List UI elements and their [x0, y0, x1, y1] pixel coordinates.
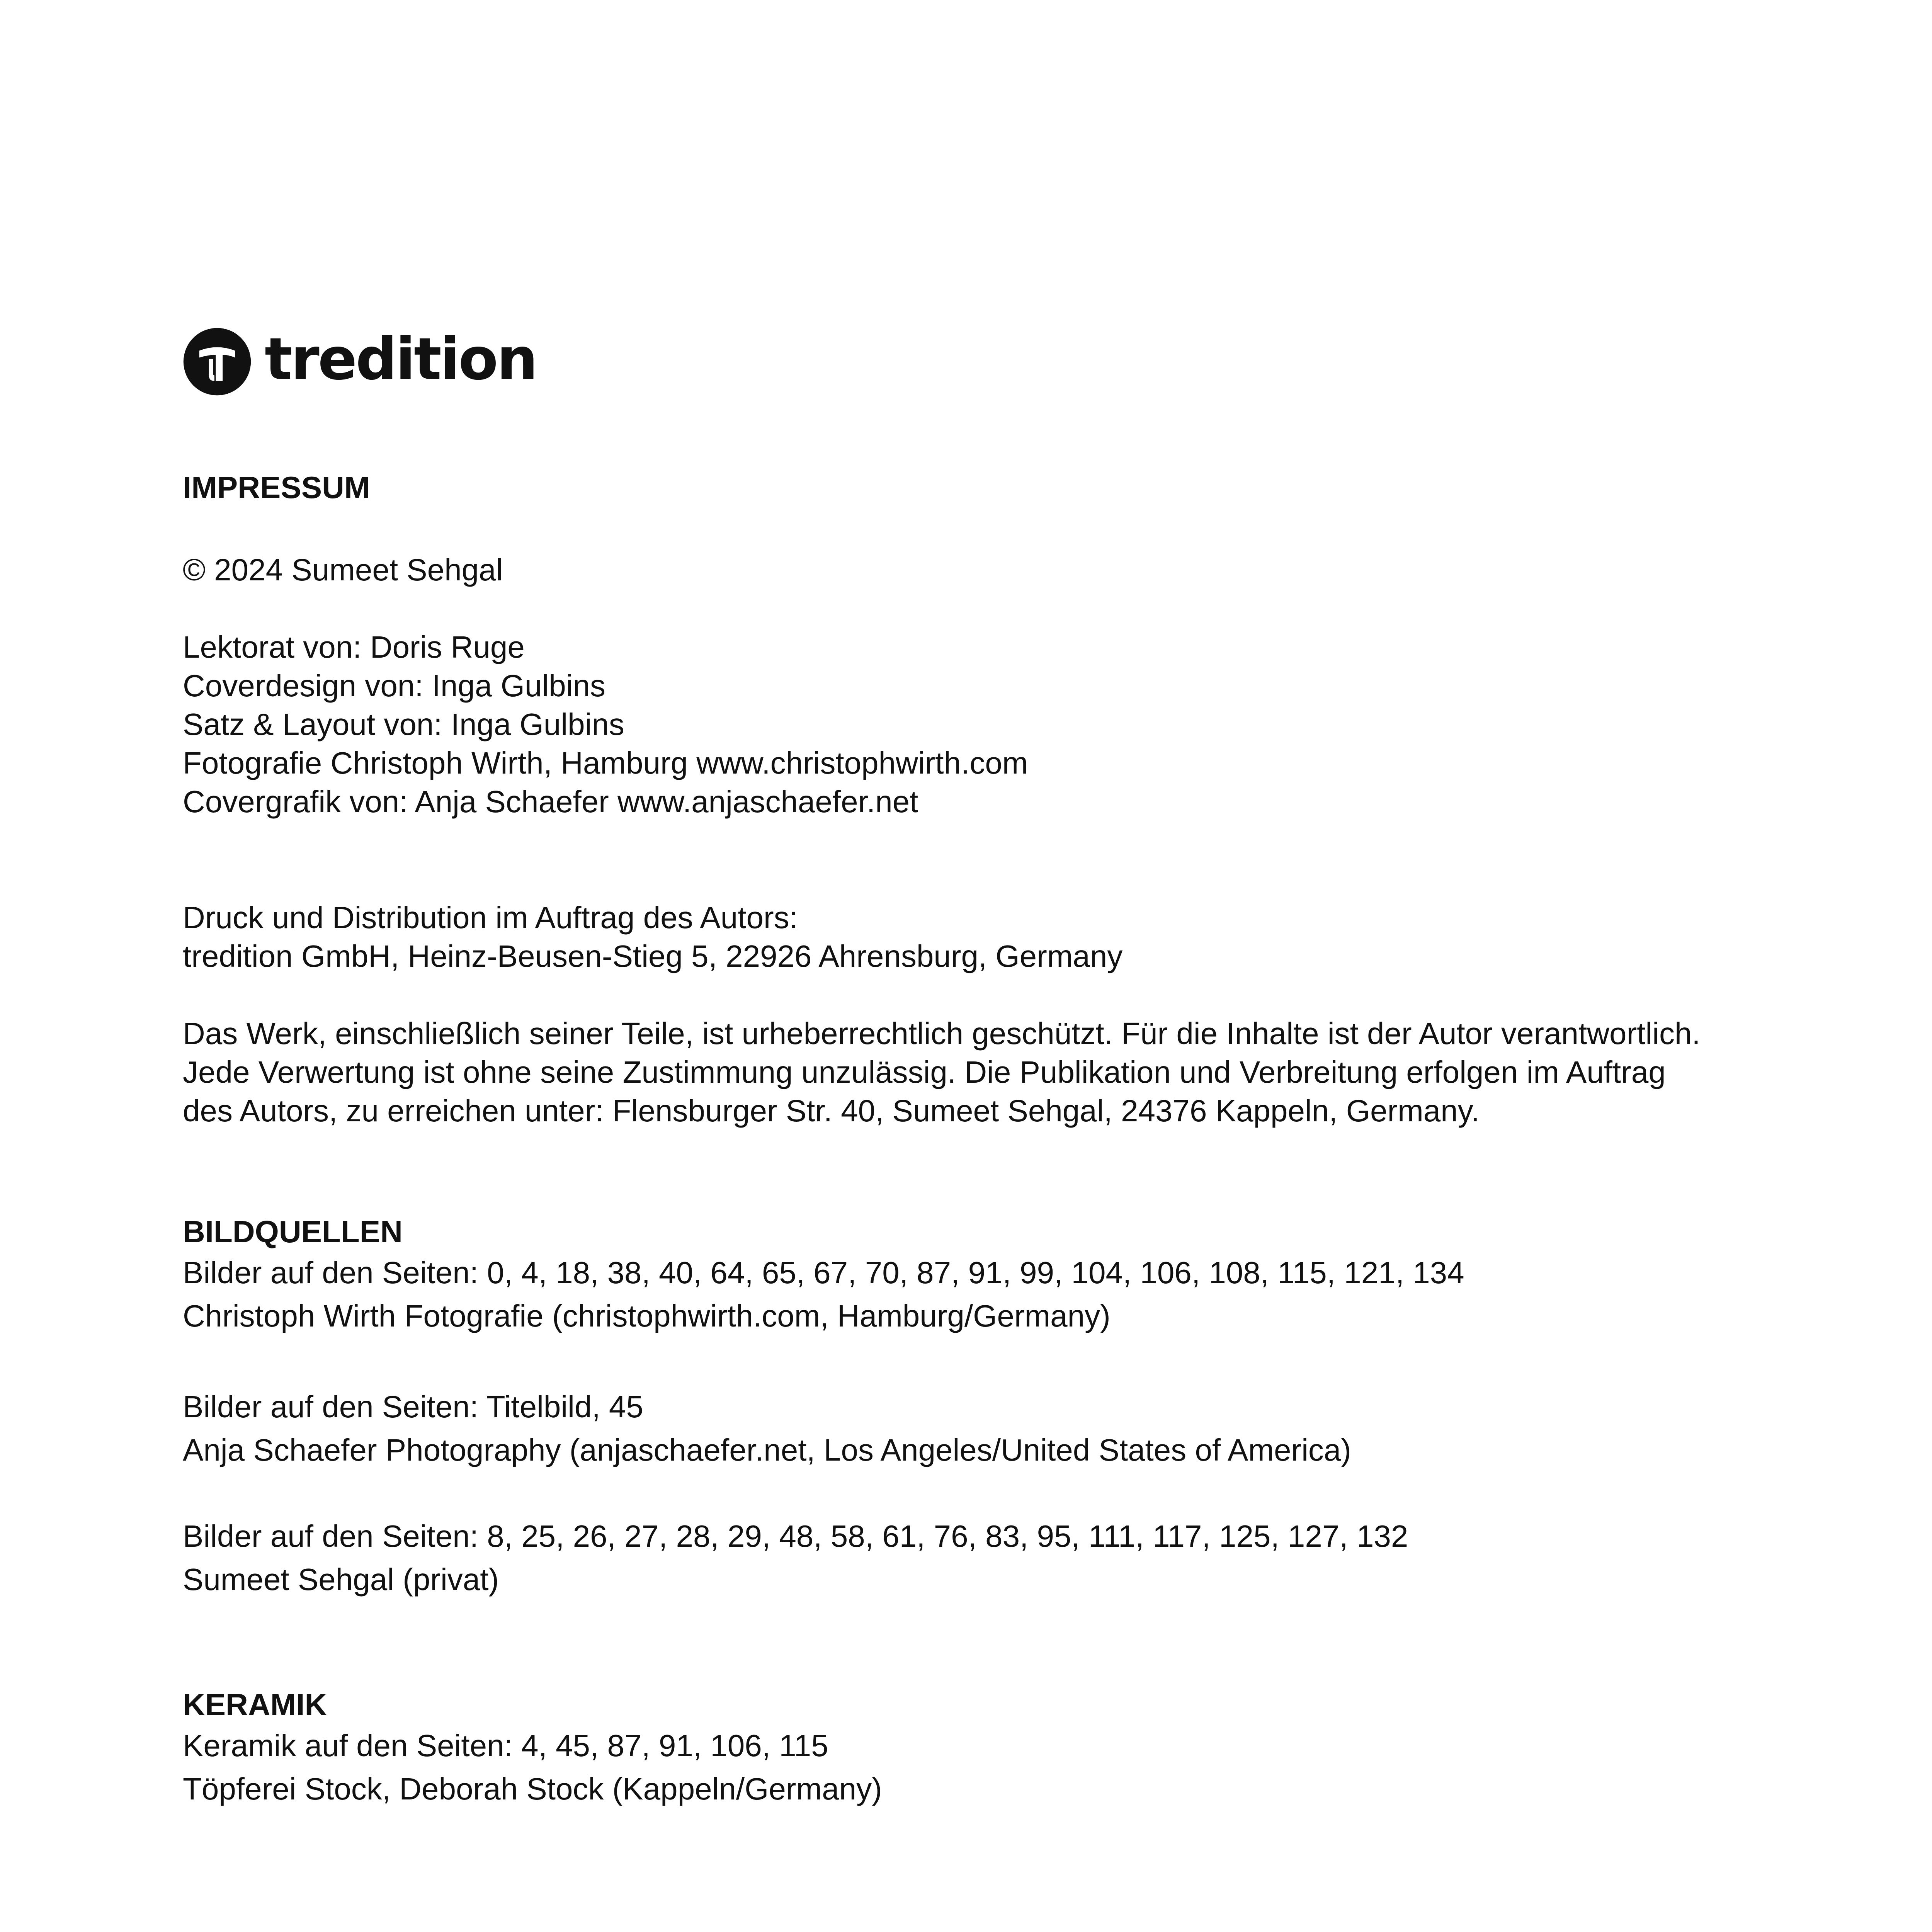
- impressum-heading: IMPRESSUM: [183, 470, 370, 505]
- credit-line: Fotografie Christoph Wirth, Hamburg www.christophwirth.com: [183, 746, 1028, 780]
- bildquellen-group: [183, 1385, 1351, 1472]
- rights-line: Jede Verwertung ist ohne seine Zustimmung unzulässig. Die Publikation und Verbreitung erfolgen im Auftrag: [183, 1055, 1666, 1089]
- distribution-line: Druck und Distribution im Auftrag des Autors:: [183, 900, 798, 935]
- image-source-line: Christoph Wirth Fotografie (christophwirth.com, Hamburg/Germany): [183, 1299, 1111, 1333]
- impressum-section: [183, 468, 370, 507]
- image-source-line: Anja Schaefer Photography (anjaschaefer.net, Los Angeles/United States of America): [183, 1433, 1352, 1467]
- rights-block: [183, 1014, 1701, 1130]
- image-pages-line: Bilder auf den Seiten: 0, 4, 18, 38, 40, 64, 65, 67, 70, 87, 91, 99, 104, 106, 108, 115, 121, 134: [183, 1255, 1464, 1290]
- copyright-line: © 2024 Sumeet Sehgal: [183, 553, 503, 587]
- credit-line: Satz & Layout von: Inga Gulbins: [183, 707, 624, 742]
- ceramic-source-line: Töpferei Stock, Deborah Stock (Kappeln/Germany): [183, 1772, 882, 1806]
- bildquellen-heading: BILDQUELLEN: [183, 1214, 403, 1249]
- ceramic-pages-line: Keramik auf den Seiten: 4, 45, 87, 91, 106, 115: [183, 1728, 828, 1763]
- distribution-line: tredition GmbH, Heinz-Beusen-Stieg 5, 22926 Ahrensburg, Germany: [183, 939, 1123, 973]
- distribution-block: [183, 898, 1122, 976]
- keramik-section: [183, 1685, 882, 1811]
- tredition-logo-icon: [183, 327, 252, 396]
- publisher-wordmark: tredition: [265, 326, 537, 393]
- credit-line: Covergrafik von: Anja Schaefer www.anjaschaefer.net: [183, 784, 918, 819]
- keramik-heading: KERAMIK: [183, 1687, 327, 1722]
- copyright-block: [183, 551, 503, 589]
- rights-line: des Autors, zu erreichen unter: Flensburger Str. 40, Sumeet Sehgal, 24376 Kappeln, Germany.: [183, 1094, 1480, 1128]
- credit-line: Coverdesign von: Inga Gulbins: [183, 668, 605, 703]
- image-pages-line: Bilder auf den Seiten: Titelbild, 45: [183, 1389, 643, 1424]
- publisher-logo: [183, 327, 536, 397]
- bildquellen-section: [183, 1213, 1464, 1338]
- image-pages-line: Bilder auf den Seiten: 8, 25, 26, 27, 28, 29, 48, 58, 61, 76, 83, 95, 111, 117, 125, 127, 132: [183, 1519, 1408, 1553]
- credits-block: [183, 628, 1028, 821]
- image-source-line: Sumeet Sehgal (privat): [183, 1562, 499, 1597]
- credit-line: Lektorat von: Doris Ruge: [183, 630, 525, 664]
- bildquellen-group: [183, 1515, 1408, 1601]
- rights-line: Das Werk, einschließlich seiner Teile, ist urheberrechtlich geschützt. Für die Inhalte ist der Autor verantwortlich.: [183, 1016, 1701, 1051]
